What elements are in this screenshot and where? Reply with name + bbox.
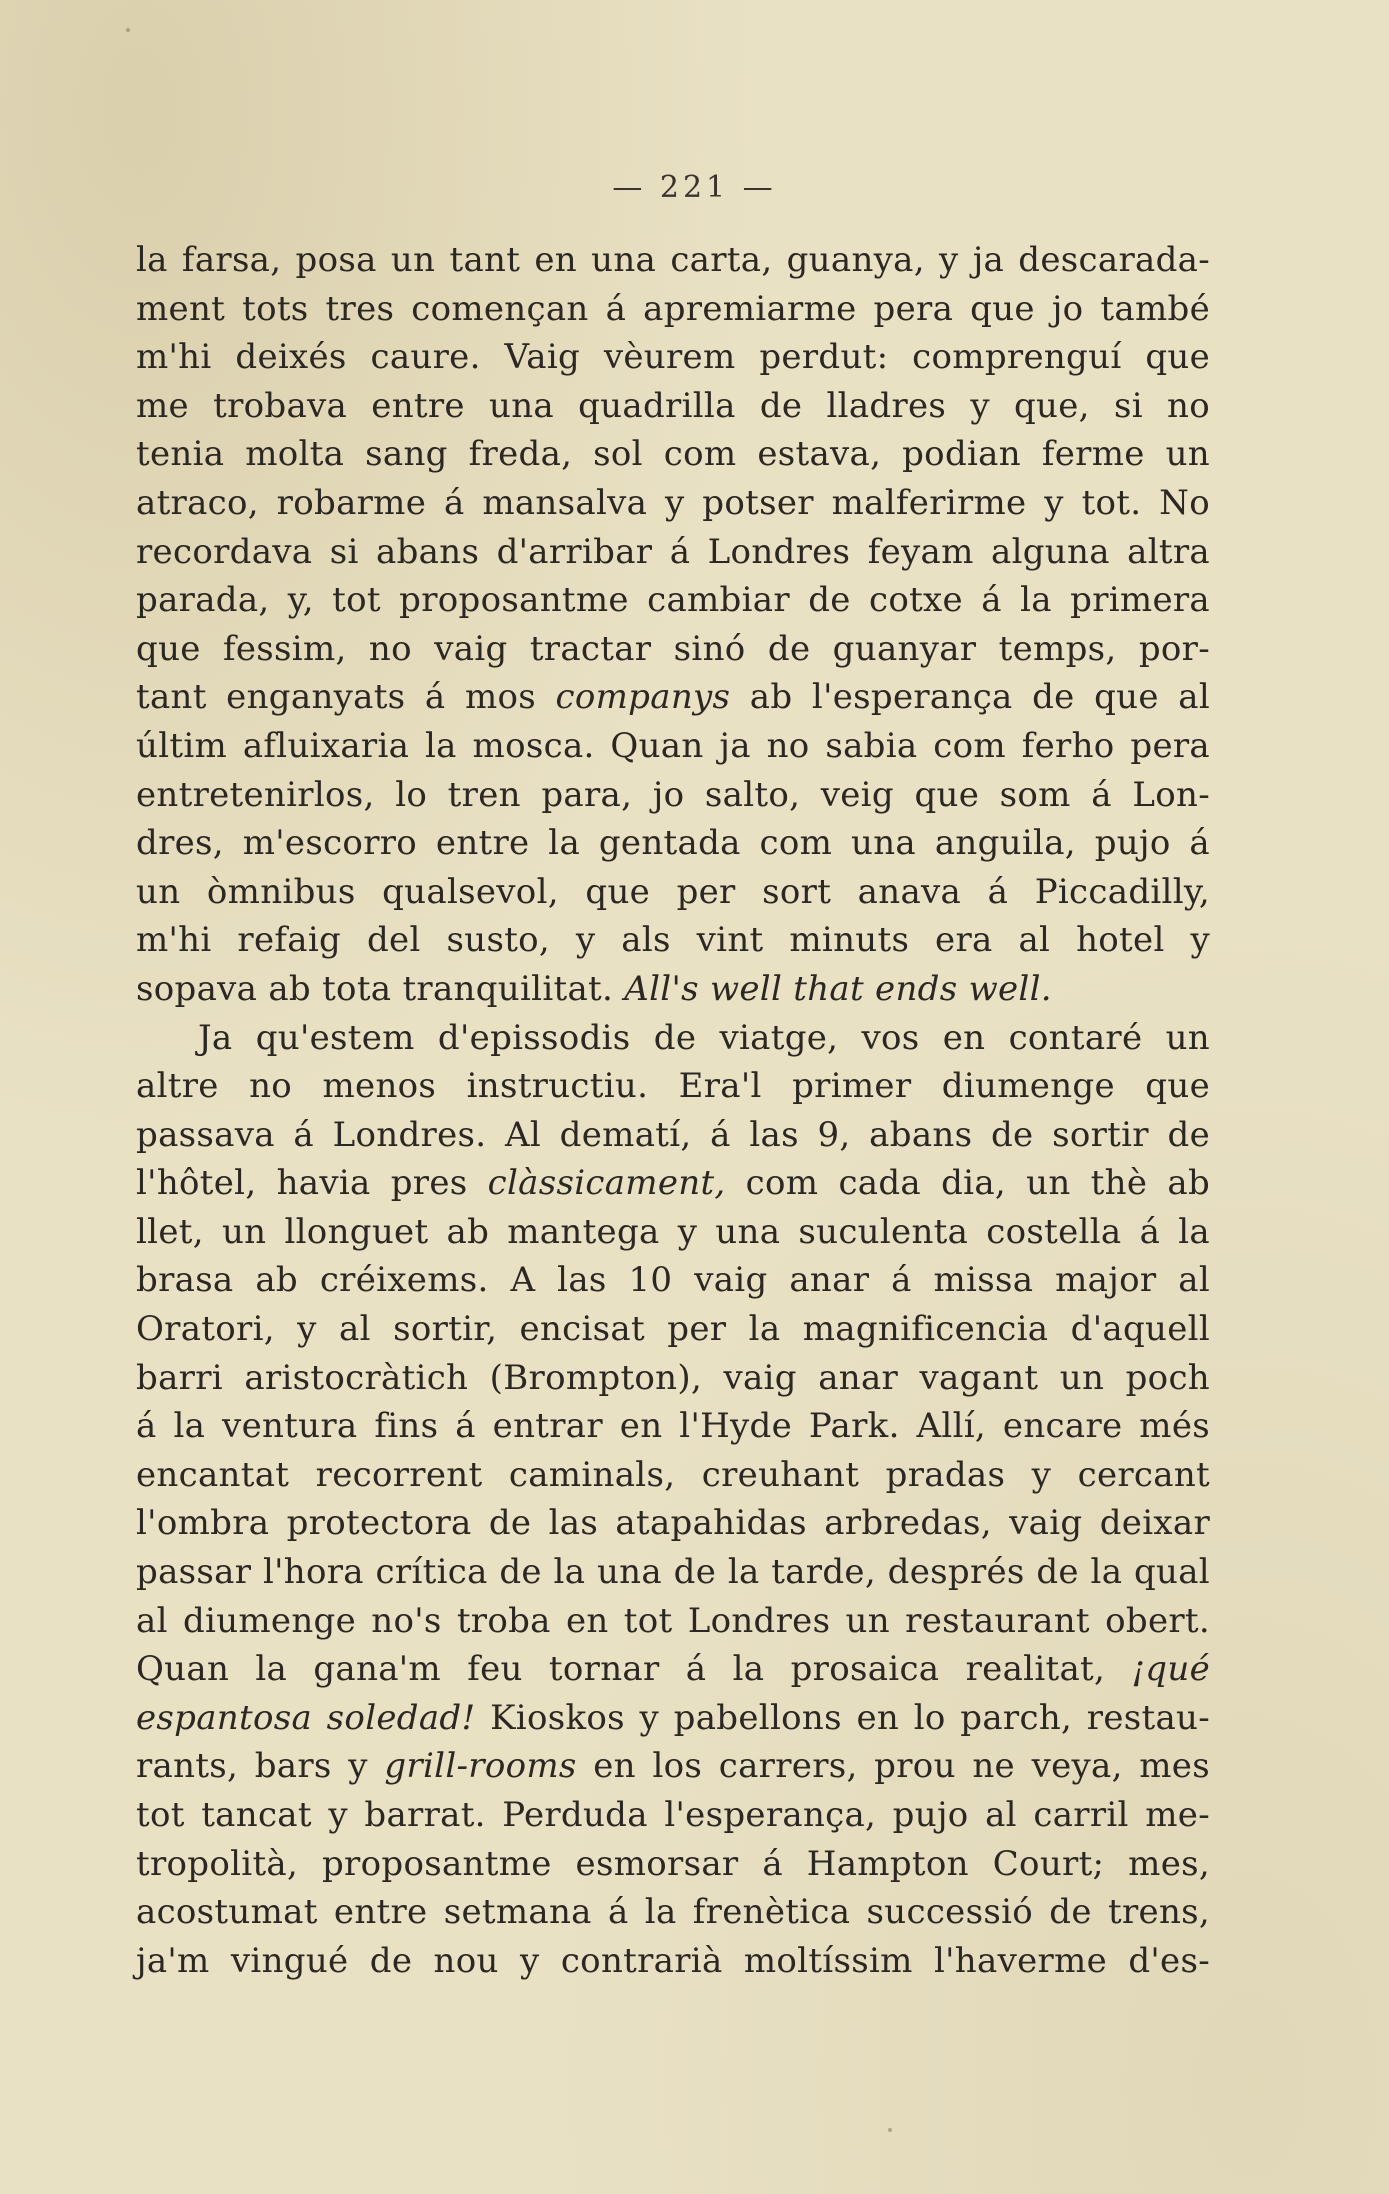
italic-text: ¡qué [1131, 1649, 1210, 1690]
paper-speck [888, 2128, 892, 2132]
text-line: atraco, robarme á mansalva y potser malferirme y tot. No [136, 482, 1210, 523]
text-line: espantosa soledad! Kioskos y pabellons en lo parch, restau- [136, 1697, 1211, 1738]
text-line: tenia molta sang freda, sol com estava, podian ferme un [136, 434, 1210, 475]
text-line: llet, un llonguet ab mantega y una suculenta costella á la [136, 1211, 1210, 1252]
text-line: m'hi refaig del susto, y als vint minuts era al hotel y [136, 920, 1210, 961]
text-line: Oratori, y al sortir, encisat per la magnificencia d'aquell [136, 1309, 1210, 1350]
paper-speck [126, 28, 130, 32]
text-line: dres, m'escorro entre la gentada com una anguila, pujo á [136, 823, 1210, 864]
italic-text: clàssicament, [487, 1163, 726, 1204]
text-line: un òmnibus qualsevol, que per sort anava á Piccadilly, [136, 871, 1210, 912]
text-line: la farsa, posa un tant en una carta, guanya, y ja descarada- [136, 240, 1210, 280]
text-line: rants, bars y grill-rooms en los carrers, prou ne veya, mes [136, 1746, 1210, 1787]
text-line: l'hôtel, havia pres clàssicament, com cada dia, un thè ab [136, 1163, 1211, 1204]
text-line: passava á Londres. Al dematí, á las 9, abans de sortir de [136, 1114, 1210, 1155]
text-line: altre no menos instructiu. Era'l primer diumenge que [136, 1066, 1210, 1107]
text-line: encantat recorrent caminals, creuhant pradas y cercant [136, 1454, 1210, 1495]
text-line: que fessim, no vaig tractar sinó de guanyar temps, por- [136, 628, 1210, 669]
text-line: me trobava entre una quadrilla de lladres y que, si no [136, 385, 1210, 426]
page-number: — 221 — [612, 170, 777, 205]
text-line: al diumenge no's troba en tot Londres un restaurant obert. [136, 1600, 1210, 1641]
text-line: recordava si abans d'arribar á Londres feyam alguna altra [136, 531, 1210, 572]
text-line: l'ombra protectora de las atapahidas arbredas, vaig deixar [136, 1503, 1210, 1544]
text-line: ment tots tres començan á apremiarme pera que jo també [136, 288, 1210, 329]
text-line: á la ventura fins á entrar en l'Hyde Park. Allí, encare més [136, 1406, 1210, 1447]
italic-text: espantosa soledad! [136, 1697, 476, 1738]
text-line: entretenirlos, lo tren para, jo salto, veig que som á Lon- [136, 774, 1210, 815]
text-line: tropolità, proposantme esmorsar á Hampton Court; mes, [136, 1843, 1210, 1884]
text-line: brasa ab créixems. A las 10 vaig anar á missa major al [136, 1260, 1210, 1301]
text-line: sopava ab tota tranquilitat. All's well that ends well. [136, 968, 1052, 1009]
text-line: barri aristocràtich (Brompton), vaig anar vagant un poch [136, 1357, 1210, 1398]
text-line: tot tancat y barrat. Perduda l'esperança, pujo al carril me- [136, 1795, 1210, 1835]
text-line: Quan la gana'm feu tornar á la prosaica realitat, ¡qué [136, 1649, 1210, 1690]
text-line: ja'm vingué de nou y contrarià moltíssim l'haverme d'es- [136, 1940, 1210, 1981]
paragraph-start-line: Ja qu'estem d'epissodis de viatge, vos en contaré un [198, 1017, 1210, 1058]
text-line: m'hi deixés caure. Vaig vèurem perdut: comprenguí que [136, 337, 1210, 378]
text-line: acostumat entre setmana á la frenètica successió de trens, [136, 1892, 1210, 1933]
text-line: últim afluixaria la mosca. Quan ja no sabia com ferho pera [136, 725, 1210, 766]
text-line: tant enganyats á mos companys ab l'esperança de que al [136, 677, 1210, 718]
italic-text: companys [555, 677, 731, 718]
italic-text: All's well that ends well. [624, 968, 1052, 1009]
text-line: parada, y, tot proposantme cambiar de cotxe á la primera [136, 580, 1210, 621]
body-text [136, 236, 1210, 1985]
text-line: passar l'hora crítica de la una de la tarde, després de la qual [136, 1552, 1210, 1593]
italic-text: grill-rooms [384, 1746, 577, 1787]
